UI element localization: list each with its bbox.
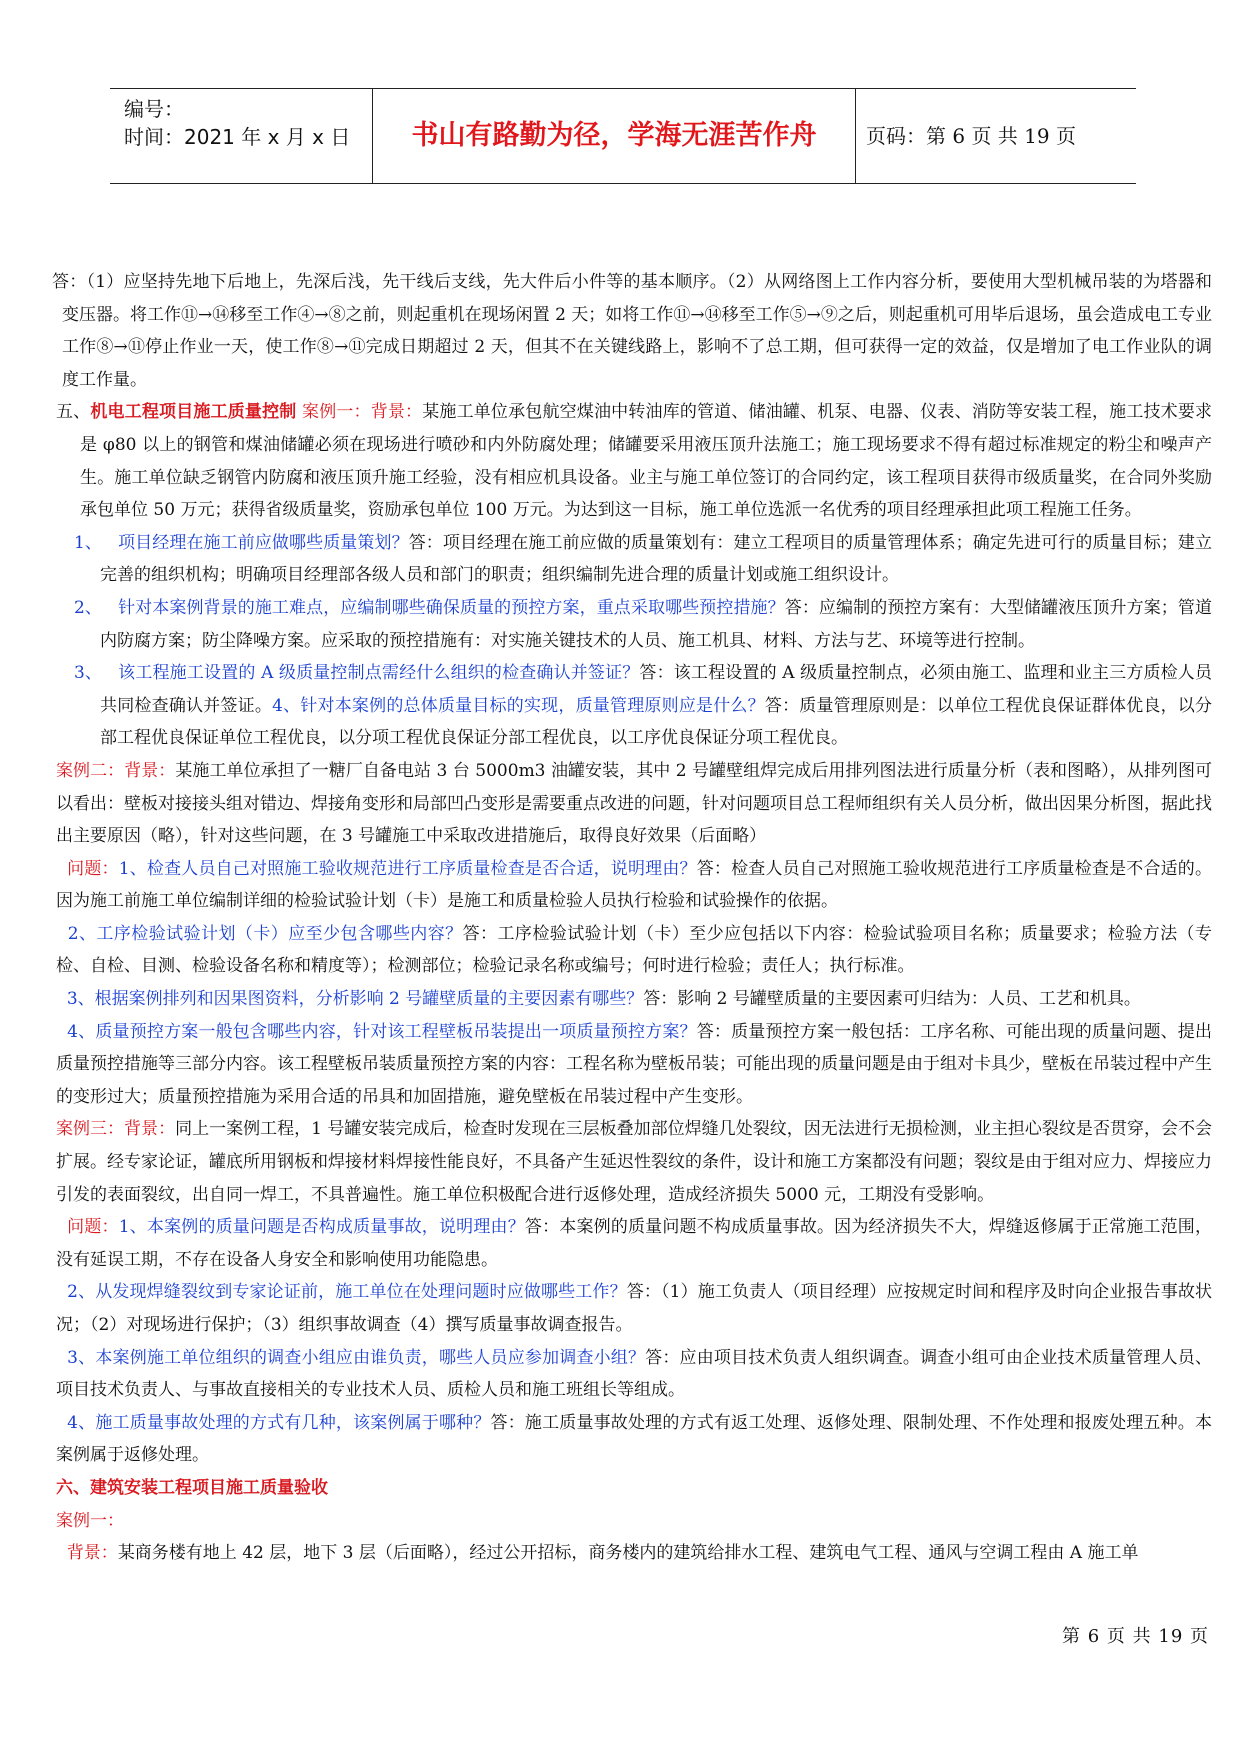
case-one-question-3 (56, 657, 1212, 755)
question-number: 3、 (74, 663, 102, 684)
answer-text: 答：应编制的预控方案有：大型储罐液压顶升方案；管道内防腐方案；防尘降噪方案。应采取的预控措施有：对实施关键技术的人员、施工机具、材料、方法与艺、环境等进行控制。 (100, 597, 1212, 651)
question-number: 1、 (74, 532, 102, 553)
question-text: 该工程施工设置的 A 级质量控制点需经什么组织的检查确认并签证？ (118, 663, 640, 684)
section-five (56, 396, 1212, 526)
answer-paragraph: 答：（1）应坚持先地下后地上，先深后浅，先干线后支线，先大件后小件等的基本顺序。（2）从网络图上工作内容分析，要使用大型机械吊装的为塔器和变压器。将工作⑪→⑭移至工作④→⑧之前，则起重机在现场闲置 2 天；如将工作⑪→⑭移至工作⑤→⑨之后，则起重机可用毕后退场，虽会造成电工专业工作⑧→⑪停止作业一天，使工作⑧→⑪完成日期超过 2 天，但其不在关键线路上，影响不了总工期，但可获得一定的效益，仅是增加了电工作业队的调度工作量。 (52, 272, 1212, 390)
document-date: 时间：2021 年 x 月 x 日 (124, 125, 351, 149)
section-six-title: 六、建筑安装工程项目施工质量验收 (56, 1477, 328, 1498)
page-header (110, 88, 1136, 184)
case-three-background: 同上一案例工程，1 号罐安装完成后，检查时发现在三层板叠加部位焊缝几处裂纹，因无法进行无损检测，业主担心裂纹是否贯穿，会不会扩展。经专家论证，罐底所用钢板和焊接材料焊接性能良好，不具备产生延迟性裂纹的条件，设计和施工方案都没有问题；裂纹是由于组对应力、焊接应力引发的表面裂纹，出自同一焊工，不具普遍性。施工单位积极配合进行返修处理，造成经济损失 5000 元，工期没有受影响。 (56, 1119, 1213, 1205)
background-text: 某商务楼有地上 42 层，地下 3 层（后面略），经过公开招标，商务楼内的建筑给排水工程、建筑电气工程、通风与空调工程由 A 施工单 (117, 1543, 1139, 1564)
header-motto: 书山有路勤为径，学海无涯苦作舟 (372, 89, 856, 183)
case-two (56, 755, 1212, 853)
section-five-prefix: 五、 (56, 402, 91, 423)
question-number: 2、 (74, 597, 102, 618)
case-two-background: 某施工单位承担了一糖厂自备电站 3 台 5000m3 油罐安装，其中 2 号罐壁组焊完成后用排列图法进行质量分析（表和图略），从排列图可以看出：壁板对接接头组对错边、焊接角变形和局部凹凸变形是需要重点改进的问题，针对问题项目总工程师组织有关人员分析，做出因果分析图，据此找出主要原因（略），针对这些问题，在 3 号罐施工中采取改进措施后，取得良好效果（后面略） (56, 760, 1212, 847)
case-three-question-1 (56, 1211, 1212, 1276)
answer-text: 答：应由项目技术负责人组织调查。调查小组可由企业技术质量管理人员、项目技术负责人、与事故直接相关的专业技术人员、质检人员和施工班组长等组成。 (56, 1347, 1212, 1401)
question-text: 针对本案例背景的施工难点，应编制哪些确保质量的预控方案，重点采取哪些预控措施？ (118, 597, 785, 618)
answer-text: 答：本案例的质量问题不构成质量事故。因为经济损失不大，焊缝返修属于正常施工范围，没有延误工期，不存在设备人身安全和影响使用功能隐患。 (56, 1217, 1212, 1270)
document-body (52, 266, 1213, 1570)
question-text: 1、本案例的质量问题是否构成质量事故，说明理由？ (118, 1217, 525, 1238)
answer-text: 答：检查人员自己对照施工验收规范进行工序质量检查是不合适的。因为施工前施工单位编制详细的检验试验计划（卡）是施工和质量检验人员执行检验和试验操作的依据。 (56, 858, 1212, 912)
question-text: 项目经理在施工前应做哪些质量策划？ (118, 532, 409, 553)
header-page-number: 页码：第 6 页 共 19 页 (866, 124, 1076, 148)
case-one-background: 某施工单位承包航空煤油中转油库的管道、储油罐、机泵、电器、仪表、消防等安装工程，施工技术要求是 φ80 以上的钢管和煤油储罐必须在现场进行喷砂和内外防腐处理；储罐要采用液压顶升法施工；施工现场要求不得有超过标准规定的粉尘和噪声产生。施工单位缺乏钢管内防腐和液压顶升施工经验，没有相应机具设备。业主与施工单位签订的合同约定，该工程项目获得市级质量奖，在合同外奖励承包单位 50 万元；获得省级质量奖，资励承包单位 100 万元。为达到这一目标，施工单位选派一名优秀的项目经理承担此项工程施工任务。 (80, 402, 1213, 521)
case-two-question-3 (56, 983, 1212, 1016)
case-one-heading: 案例一：背景： (302, 402, 423, 423)
section-five-title: 机电工程项目施工质量控制 (90, 402, 297, 423)
case-three-question-4 (56, 1407, 1212, 1472)
section-six-case-one: 案例一： (56, 1510, 124, 1531)
case-two-question-1 (56, 853, 1212, 918)
answer-text: 答：工序检验试验计划（卡）至少应包括以下内容：检验试验项目名称；质量要求；检验方法（专检、自检、目测、检验设备名称和精度等）；检测部位；检验记录名称或编号；何时进行检验；责任人；执行标准。 (56, 923, 1212, 977)
case-one-question-1 (56, 527, 1212, 592)
case-two-question-2 (56, 918, 1212, 983)
questions-label: 问题： (67, 1217, 119, 1238)
question-text: 2、工序检验试验计划（卡）应至少包含哪些内容？ (67, 923, 463, 944)
question-text: 3、根据案例排列和因果图资料，分析影响 2 号罐壁质量的主要因素有哪些？ (66, 989, 644, 1010)
questions-label: 问题： (67, 858, 119, 879)
question-text: 4、施工质量事故处理的方式有几种，该案例属于哪种？ (67, 1412, 491, 1433)
case-two-question-4 (56, 1016, 1212, 1114)
page-footer: 第 6 页 共 19 页 (1062, 1626, 1209, 1647)
header-meta (124, 95, 372, 151)
question-text: 4、质量预控方案一般包含哪些内容，针对该工程壁板吊装提出一项质量预控方案？ (67, 1021, 697, 1042)
answer-text: 答：施工质量事故处理的方式有返工处理、返修处理、限制处理、不作处理和报废处理五种。本案例属于返修处理。 (56, 1412, 1212, 1466)
question-text: 3、本案例施工单位组织的调查小组应由谁负责，哪些人员应参加调查小组？ (67, 1347, 646, 1368)
answer-text: 答：质量预控方案一般包括：工序名称、可能出现的质量问题、提出质量预控措施等三部分内容。该工程壁板吊装质量预控方案的内容：工程名称为壁板吊装；可能出现的质量问题是由于组对卡具少，壁板在吊装过程中产生的变形过大；质量预控措施为采用合适的吊具和加固措施，避免壁板在吊装过程中产生变形。 (56, 1021, 1212, 1107)
case-three (56, 1113, 1212, 1211)
case-two-heading: 案例二：背景： (56, 760, 176, 781)
question-text: 4、针对本案例的总体质量目标的实现，质量管理原则应是什么？ (272, 695, 765, 716)
answer-text: 答：质量管理原则是：以单位工程优良保证群体优良，以分部工程优良保证单位工程优良，以分项工程优良保证分部工程优良，以工序优良保证分项工程优良。 (100, 695, 1213, 749)
case-three-question-2 (56, 1276, 1212, 1341)
document-number-label: 编号： (124, 97, 184, 121)
answer-text: 答：（1）施工负责人（项目经理）应按规定时间和程序及时向企业报告事故状况；（2）对现场进行保护；（3）组织事故调查（4）撰写质量事故调查报告。 (56, 1282, 1212, 1335)
question-text: 2、从发现焊缝裂纹到专家论证前，施工单位在处理问题时应做哪些工作？ (67, 1282, 627, 1303)
background-label: 背景： (66, 1543, 118, 1564)
case-three-heading: 案例三：背景： (56, 1119, 176, 1140)
answer-text: 答：项目经理在施工前应做的质量策划有：建立工程项目的质量管理体系；确定先进可行的质量目标；建立完善的组织机构；明确项目经理部各级人员和部门的职责；组织编制先进合理的质量计划或施工组织设计。 (100, 532, 1212, 586)
answer-text: 答：影响 2 号罐壁质量的主要因素可归结为：人员、工艺和机具。 (643, 989, 1141, 1010)
question-text: 1、检查人员自己对照施工验收规范进行工序质量检查是否合适，说明理由？ (118, 858, 697, 879)
case-one-question-2 (56, 592, 1212, 657)
answer-text: 答：该工程设置的 A 级质量控制点，必须由施工、监理和业主三方质检人员共同检查确认并签证。 (100, 663, 1212, 716)
section-six-background (56, 1537, 1212, 1570)
case-three-question-3 (56, 1342, 1212, 1407)
